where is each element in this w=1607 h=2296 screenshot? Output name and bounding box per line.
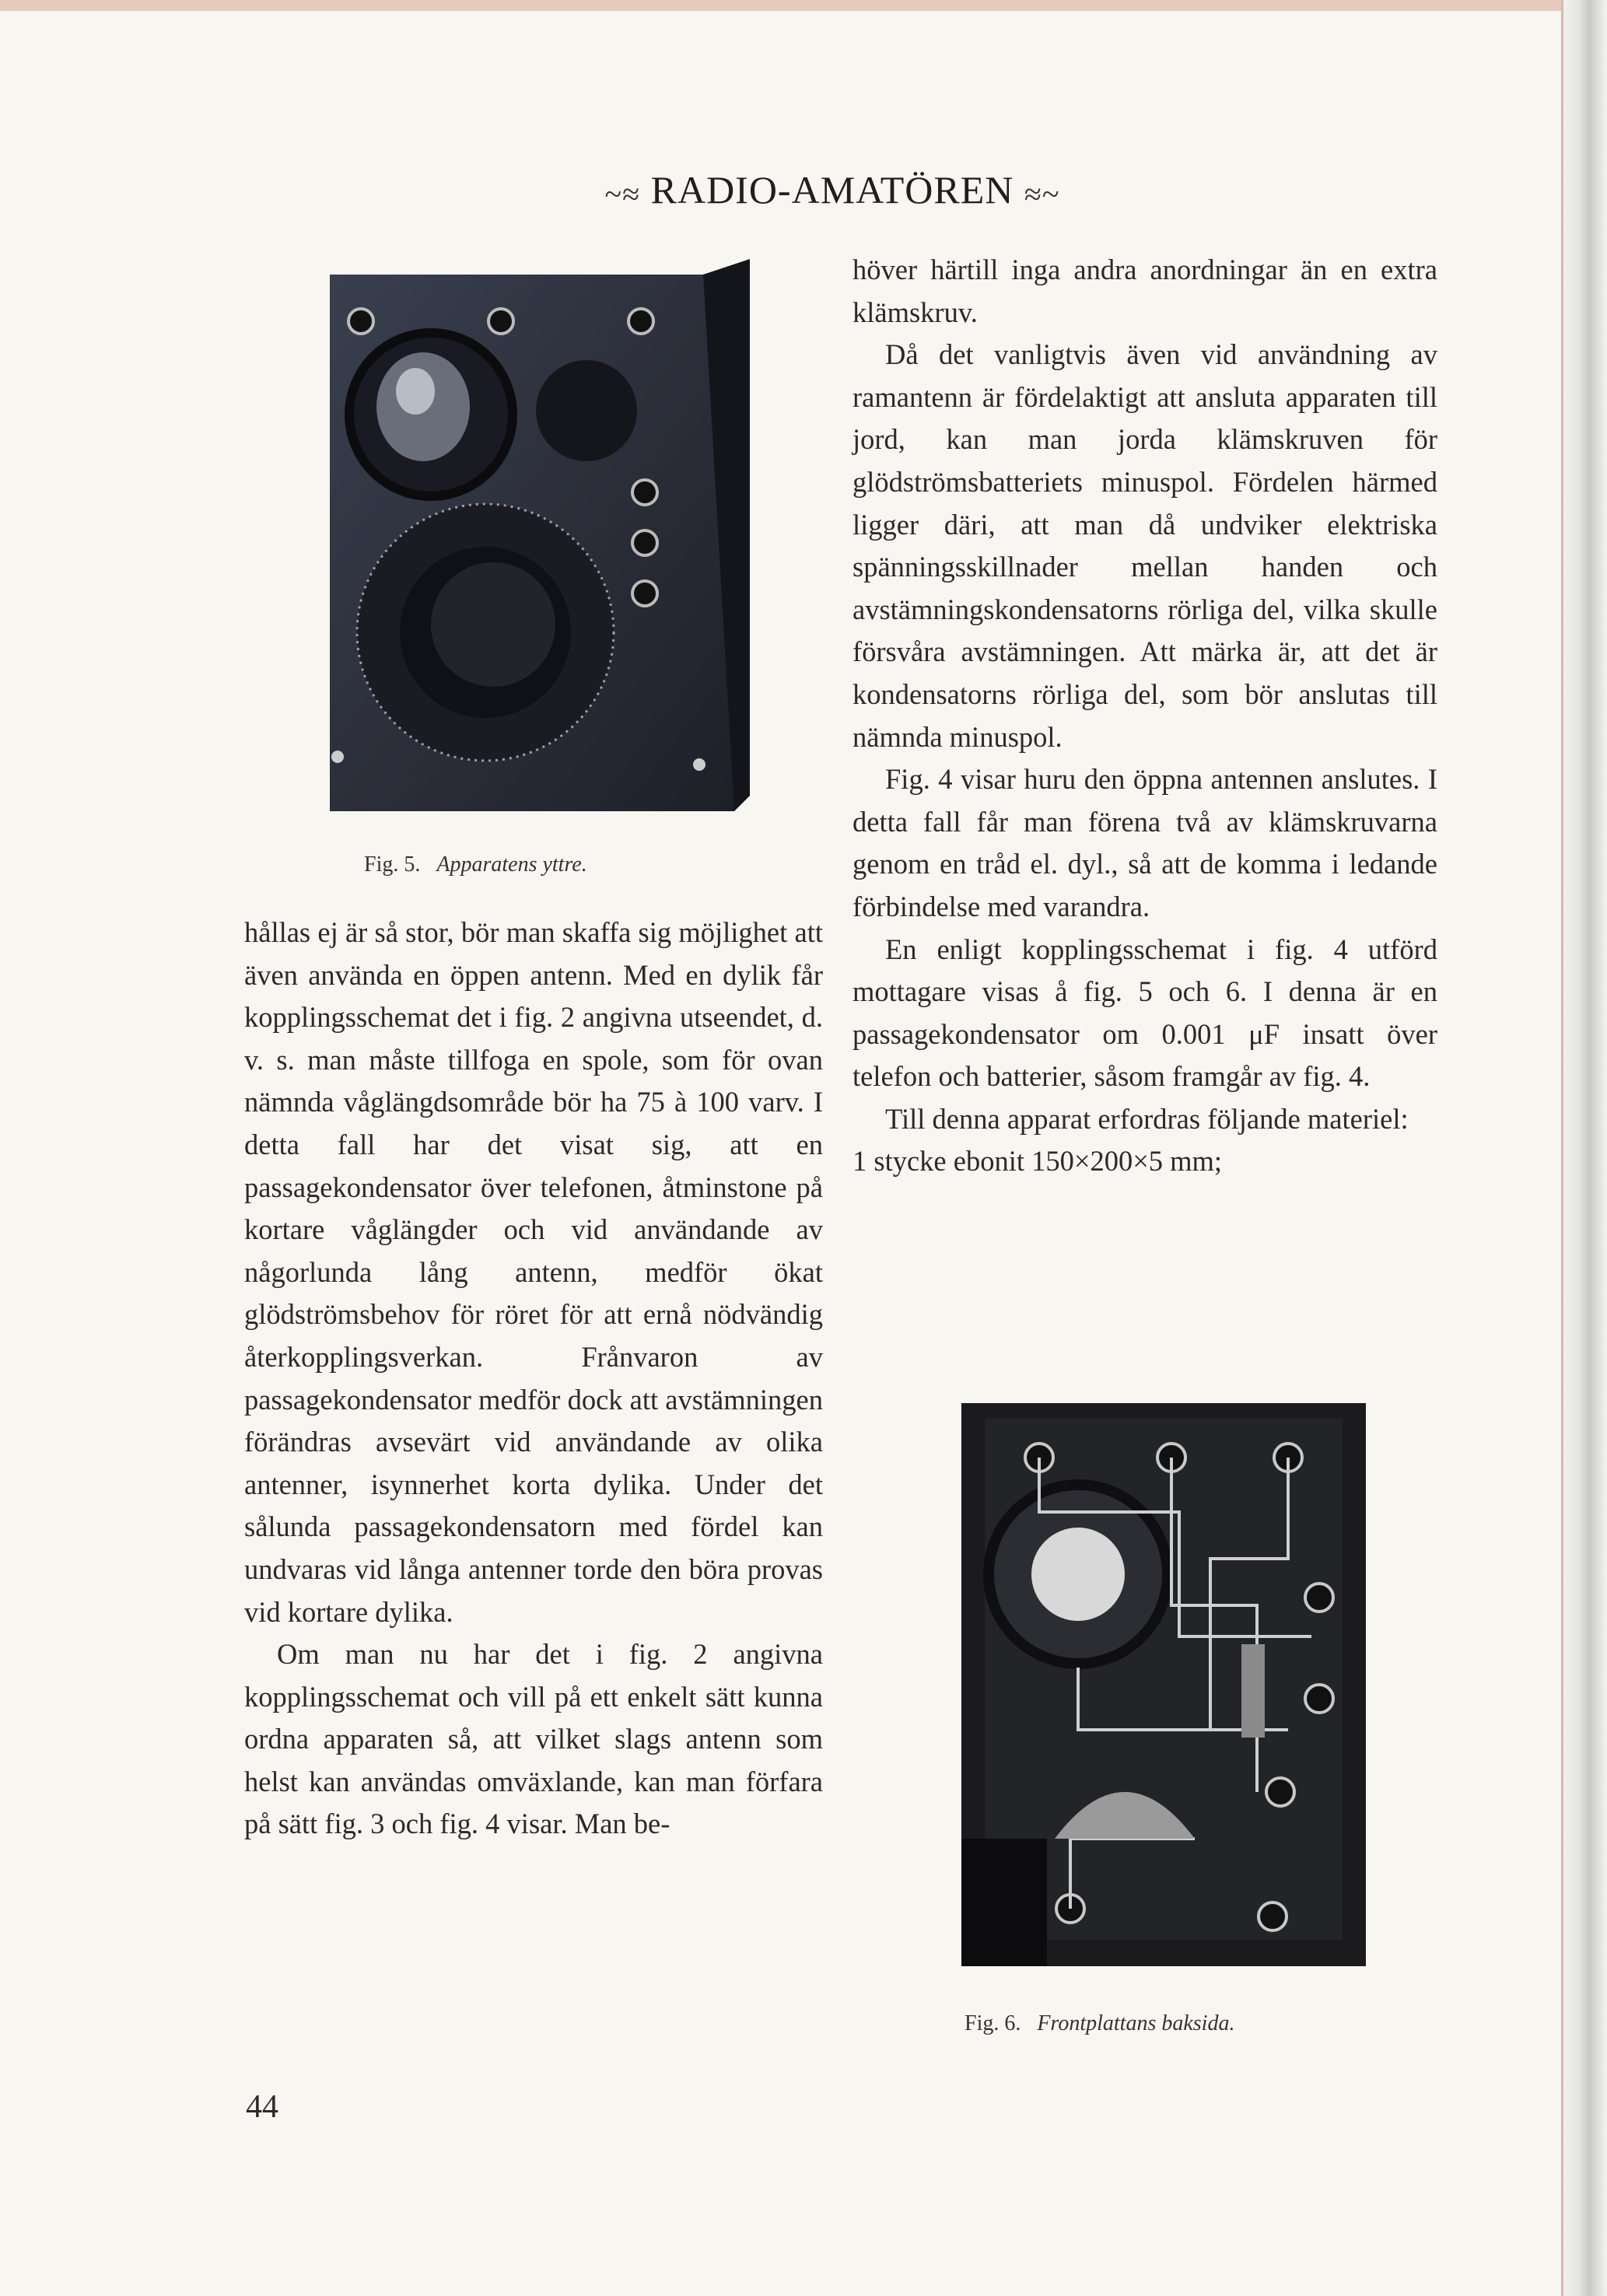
terminal bbox=[1305, 1584, 1333, 1612]
paragraph: Fig. 4 visar huru den öppna antennen anslutes. I detta fall får man förena två av klämskruvarna genom en tråd el. dyl., så att de komma i ledande förbindelse med varandra. bbox=[853, 763, 1437, 922]
front-plate-back-illustration bbox=[961, 1403, 1366, 1966]
terminal bbox=[1266, 1778, 1294, 1806]
receiver-front-illustration bbox=[314, 259, 750, 827]
figure-5-photo bbox=[314, 259, 750, 827]
screw bbox=[632, 480, 657, 505]
screw bbox=[632, 581, 657, 606]
paragraph: En enligt kopplingsschemat i fig. 4 utförd mottagare visas å fig. 5 och 6. I denna är en passagekondensator om 0.001 μF insatt över telefon och batterier, såsom framgår av fig. 4. bbox=[853, 933, 1437, 1093]
running-header bbox=[506, 167, 1159, 229]
figure-5-label: Fig. 5. bbox=[364, 852, 421, 877]
resistor bbox=[1241, 1644, 1265, 1738]
header-title: RADIO-AMATÖREN bbox=[650, 168, 1014, 212]
ornament-right-icon: ≈~ bbox=[1024, 177, 1060, 212]
figure-6-label: Fig. 6. bbox=[965, 2011, 1021, 2035]
terminal bbox=[1259, 1902, 1287, 1930]
screw bbox=[331, 751, 344, 763]
paragraph: Till denna apparat erfordras följande materiel: bbox=[885, 1102, 1409, 1135]
figure-6-caption-text: Frontplattans baksida. bbox=[1037, 2011, 1235, 2035]
page-number: 44 bbox=[246, 2089, 278, 2125]
right-column bbox=[853, 249, 1437, 1183]
ornament-left-icon: ~≈ bbox=[604, 177, 641, 212]
left-column bbox=[244, 912, 823, 1846]
rheostat-knob bbox=[536, 360, 637, 461]
figure-6-photo bbox=[961, 1403, 1366, 1966]
paragraph: Om man nu har det i fig. 2 angivna kopplingsschemat och vill på ett enkelt sätt kunna ordna apparaten så, att vilket slags antenn som helst kan användas omväxlande, kan man förfara på sätt fig. 3 och fig. 4 visar. Man be- bbox=[244, 1638, 823, 1840]
figure-5-caption-text: Apparatens yttre. bbox=[436, 852, 587, 877]
paragraph: höver härtill inga andra anordningar än en extra klämskruv. bbox=[853, 254, 1437, 328]
figure-5-caption bbox=[364, 852, 753, 877]
paragraph: 1 stycke ebonit 150×200×5 mm; bbox=[853, 1145, 1223, 1178]
figure-6-caption bbox=[965, 2011, 1400, 2036]
page-edge-top bbox=[0, 0, 1563, 11]
screw bbox=[488, 309, 513, 334]
terminal bbox=[1305, 1685, 1333, 1713]
paragraph: Då det vanligtvis även vid användning av ramantenn är fördelaktigt att ansluta apparaten till jord, kan man jorda klämskruven för glödströmsbatteriets minuspol. Fördelen härmed ligger däri, att man då undviker elektriska spänningsskillnader mellan handen och avstämningskondensatorns rörliga del, vilka skulle försvåra avstämningen. Att märka är, att det är kondensatorns rörliga del, som bör anslutas till nämnda minuspol. bbox=[853, 338, 1437, 753]
page-edge-binding bbox=[1561, 0, 1607, 2296]
screw bbox=[628, 309, 653, 334]
screw bbox=[348, 309, 373, 334]
screw bbox=[693, 758, 705, 771]
paragraph: hållas ej är så stor, bör man skaffa sig möjlighet att även använda en öppen antenn. Med en dylik får kopplingsschemat det i fig. 2 angivna utseendet, d. v. s. man måste tillfoga en spole, som för ovan nämnda våglängdsområde bör ha 75 à 100 varv. I detta fall har det visat sig, att en passagekondensator över telefonen, åtminstone på kortare våglängder och vid användande av någorlunda lång antenn, medför ökat glödströmsbehov för röret för att ernå nödvändig återkopplingsverkan. Frånvaron av passagekondensator medför dock att avstämningen förändras avsevärt vid användande av olika antenner, isynnerhet korta dylika. Under det sålunda passagekondensatorn med fördel kan undvaras vid långa antenner torde den böra provas vid kortare dylika. bbox=[244, 916, 823, 1628]
screw bbox=[632, 530, 657, 555]
